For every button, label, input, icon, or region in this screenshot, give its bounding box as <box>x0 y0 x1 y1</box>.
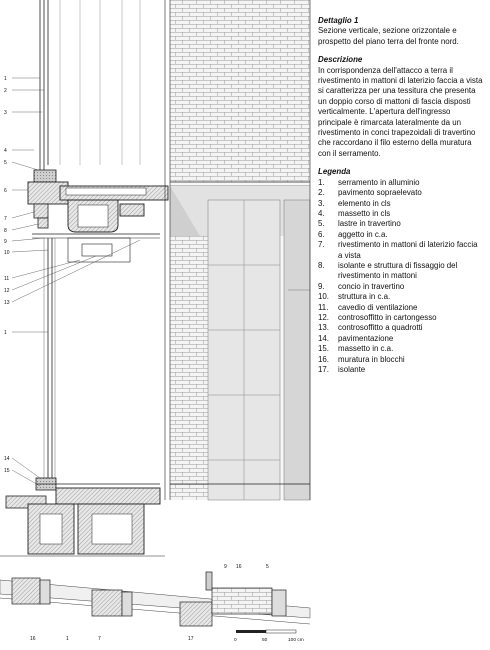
scale-tick: 50 <box>262 638 268 643</box>
legend-item <box>318 188 484 198</box>
legend-item <box>318 334 484 344</box>
legend-item-text: cavedio di ventilazione <box>338 302 418 312</box>
legend-item-text: pavimentazione <box>338 333 394 343</box>
section-label: 3 <box>4 110 7 116</box>
detail-title: Dettaglio 1 <box>318 16 359 25</box>
legend-item-number: 7. <box>318 240 325 250</box>
legend-list <box>318 178 484 376</box>
legend-item-text: pavimento sopraelevato <box>338 188 422 198</box>
section-label: 6 <box>4 188 7 194</box>
description-heading: Descrizione <box>318 55 363 65</box>
legend-item <box>318 323 484 333</box>
legend-item <box>318 313 484 323</box>
legend-item <box>318 209 484 219</box>
legend-item <box>318 199 484 209</box>
legend-item-text: controsoffitto in cartongesso <box>338 312 437 322</box>
legend-item <box>318 219 484 229</box>
legend-item <box>318 365 484 375</box>
section-label: 2 <box>4 88 7 94</box>
section-label: 8 <box>4 228 7 234</box>
legend-item-number: 3. <box>318 198 325 208</box>
legend-item-text: isolante <box>338 365 366 374</box>
section-label: 1 <box>4 76 7 82</box>
legend-item <box>318 282 484 292</box>
vertical-section <box>0 0 168 556</box>
section-label: 9 <box>4 239 7 245</box>
legend-item-number: 9. <box>318 281 325 291</box>
legend-item-text: rivestimento in mattoni di laterizio faccia a vista <box>338 240 478 260</box>
plan-label: 16 <box>30 636 36 642</box>
plan-label: 5 <box>266 564 269 570</box>
plan-label: 1 <box>66 636 69 642</box>
legend-item-text: aggetto in c.a. <box>338 229 388 239</box>
section-label: 5 <box>4 160 7 166</box>
legend-item-number: 6. <box>318 229 325 239</box>
description-panel <box>318 16 484 375</box>
section-label: 13 <box>4 300 10 306</box>
legend-item-text: massetto in cls <box>338 208 391 218</box>
legend-heading: Legenda <box>318 167 351 177</box>
plan-label: 7 <box>98 636 101 642</box>
legend-item-text: massetto in c.a. <box>338 344 394 354</box>
scale-tick: 100 cm <box>288 638 304 643</box>
legend-item <box>318 303 484 313</box>
legend-item <box>318 292 484 302</box>
legend-item-text: isolante e struttura di fissaggio del rivestimento in mattoni <box>338 260 458 281</box>
legend-item-number: 16. <box>318 354 329 364</box>
section-label: 11 <box>4 276 10 282</box>
section-label: 4 <box>4 148 7 154</box>
legend-item-number: 1. <box>318 177 325 187</box>
legend-item-text: elemento in cls <box>338 198 391 208</box>
legend-item-text: muratura in blocchi <box>338 354 405 364</box>
legend-item <box>318 355 484 365</box>
legend-item-number: 14. <box>318 333 329 343</box>
legend-item <box>318 178 484 188</box>
legend-item <box>318 261 484 282</box>
section-label: 1 <box>4 330 7 336</box>
section-label: 10 <box>4 250 10 256</box>
section-label: 15 <box>4 468 10 474</box>
legend-item-number: 8. <box>318 260 325 270</box>
legend-item-text: struttura in c.a. <box>338 292 391 302</box>
section-label: 7 <box>4 216 7 222</box>
legend-item-text: lastre in travertino <box>338 219 401 229</box>
description-text: In corrispondenza dell'attacco a terra il rivestimento in mattoni di laterizio faccia a vista si caratterizza per una tessitura che presenta un doppio corso di mattoni di fascia disposti verticalmente. L'apertura dell'ingresso principale è rimarcata lateralmente da un rivestimento in conci trapezoidali di travertino che raccordano il filo esterno della muratura con il serramento. <box>318 65 483 158</box>
scale-bar <box>234 630 304 643</box>
front-elevation <box>170 0 310 500</box>
legend-item-number: 4. <box>318 208 325 218</box>
legend-item-number: 15. <box>318 344 329 354</box>
plan-label: 9 <box>224 564 227 570</box>
legend-item-number: 11. <box>318 302 329 312</box>
legend-item-number: 17. <box>318 365 329 374</box>
scale-tick: 0 <box>234 638 237 643</box>
legend-item <box>318 230 484 240</box>
legend-item-number: 13. <box>318 323 329 333</box>
legend-item-number: 5. <box>318 219 325 229</box>
legend-item-text: controsoffitto a quadrotti <box>338 323 423 333</box>
legend-item-number: 10. <box>318 292 329 302</box>
plan-label: 16 <box>236 564 242 570</box>
plan-label: 17 <box>188 636 194 642</box>
section-label: 14 <box>4 456 10 462</box>
legend-item-text: concio in travertino <box>338 281 405 291</box>
legend-item-number: 2. <box>318 188 325 198</box>
legend-item <box>318 240 484 261</box>
legend-item-text: serramento in alluminio <box>338 177 420 187</box>
legend-item <box>318 344 484 354</box>
legend-item-number: 12. <box>318 312 329 322</box>
detail-subtitle: Sezione verticale, sezione orizzontale e prospetto del piano terra del fronte nord. <box>318 26 459 46</box>
horizontal-section <box>0 564 310 643</box>
section-label: 12 <box>4 288 10 294</box>
